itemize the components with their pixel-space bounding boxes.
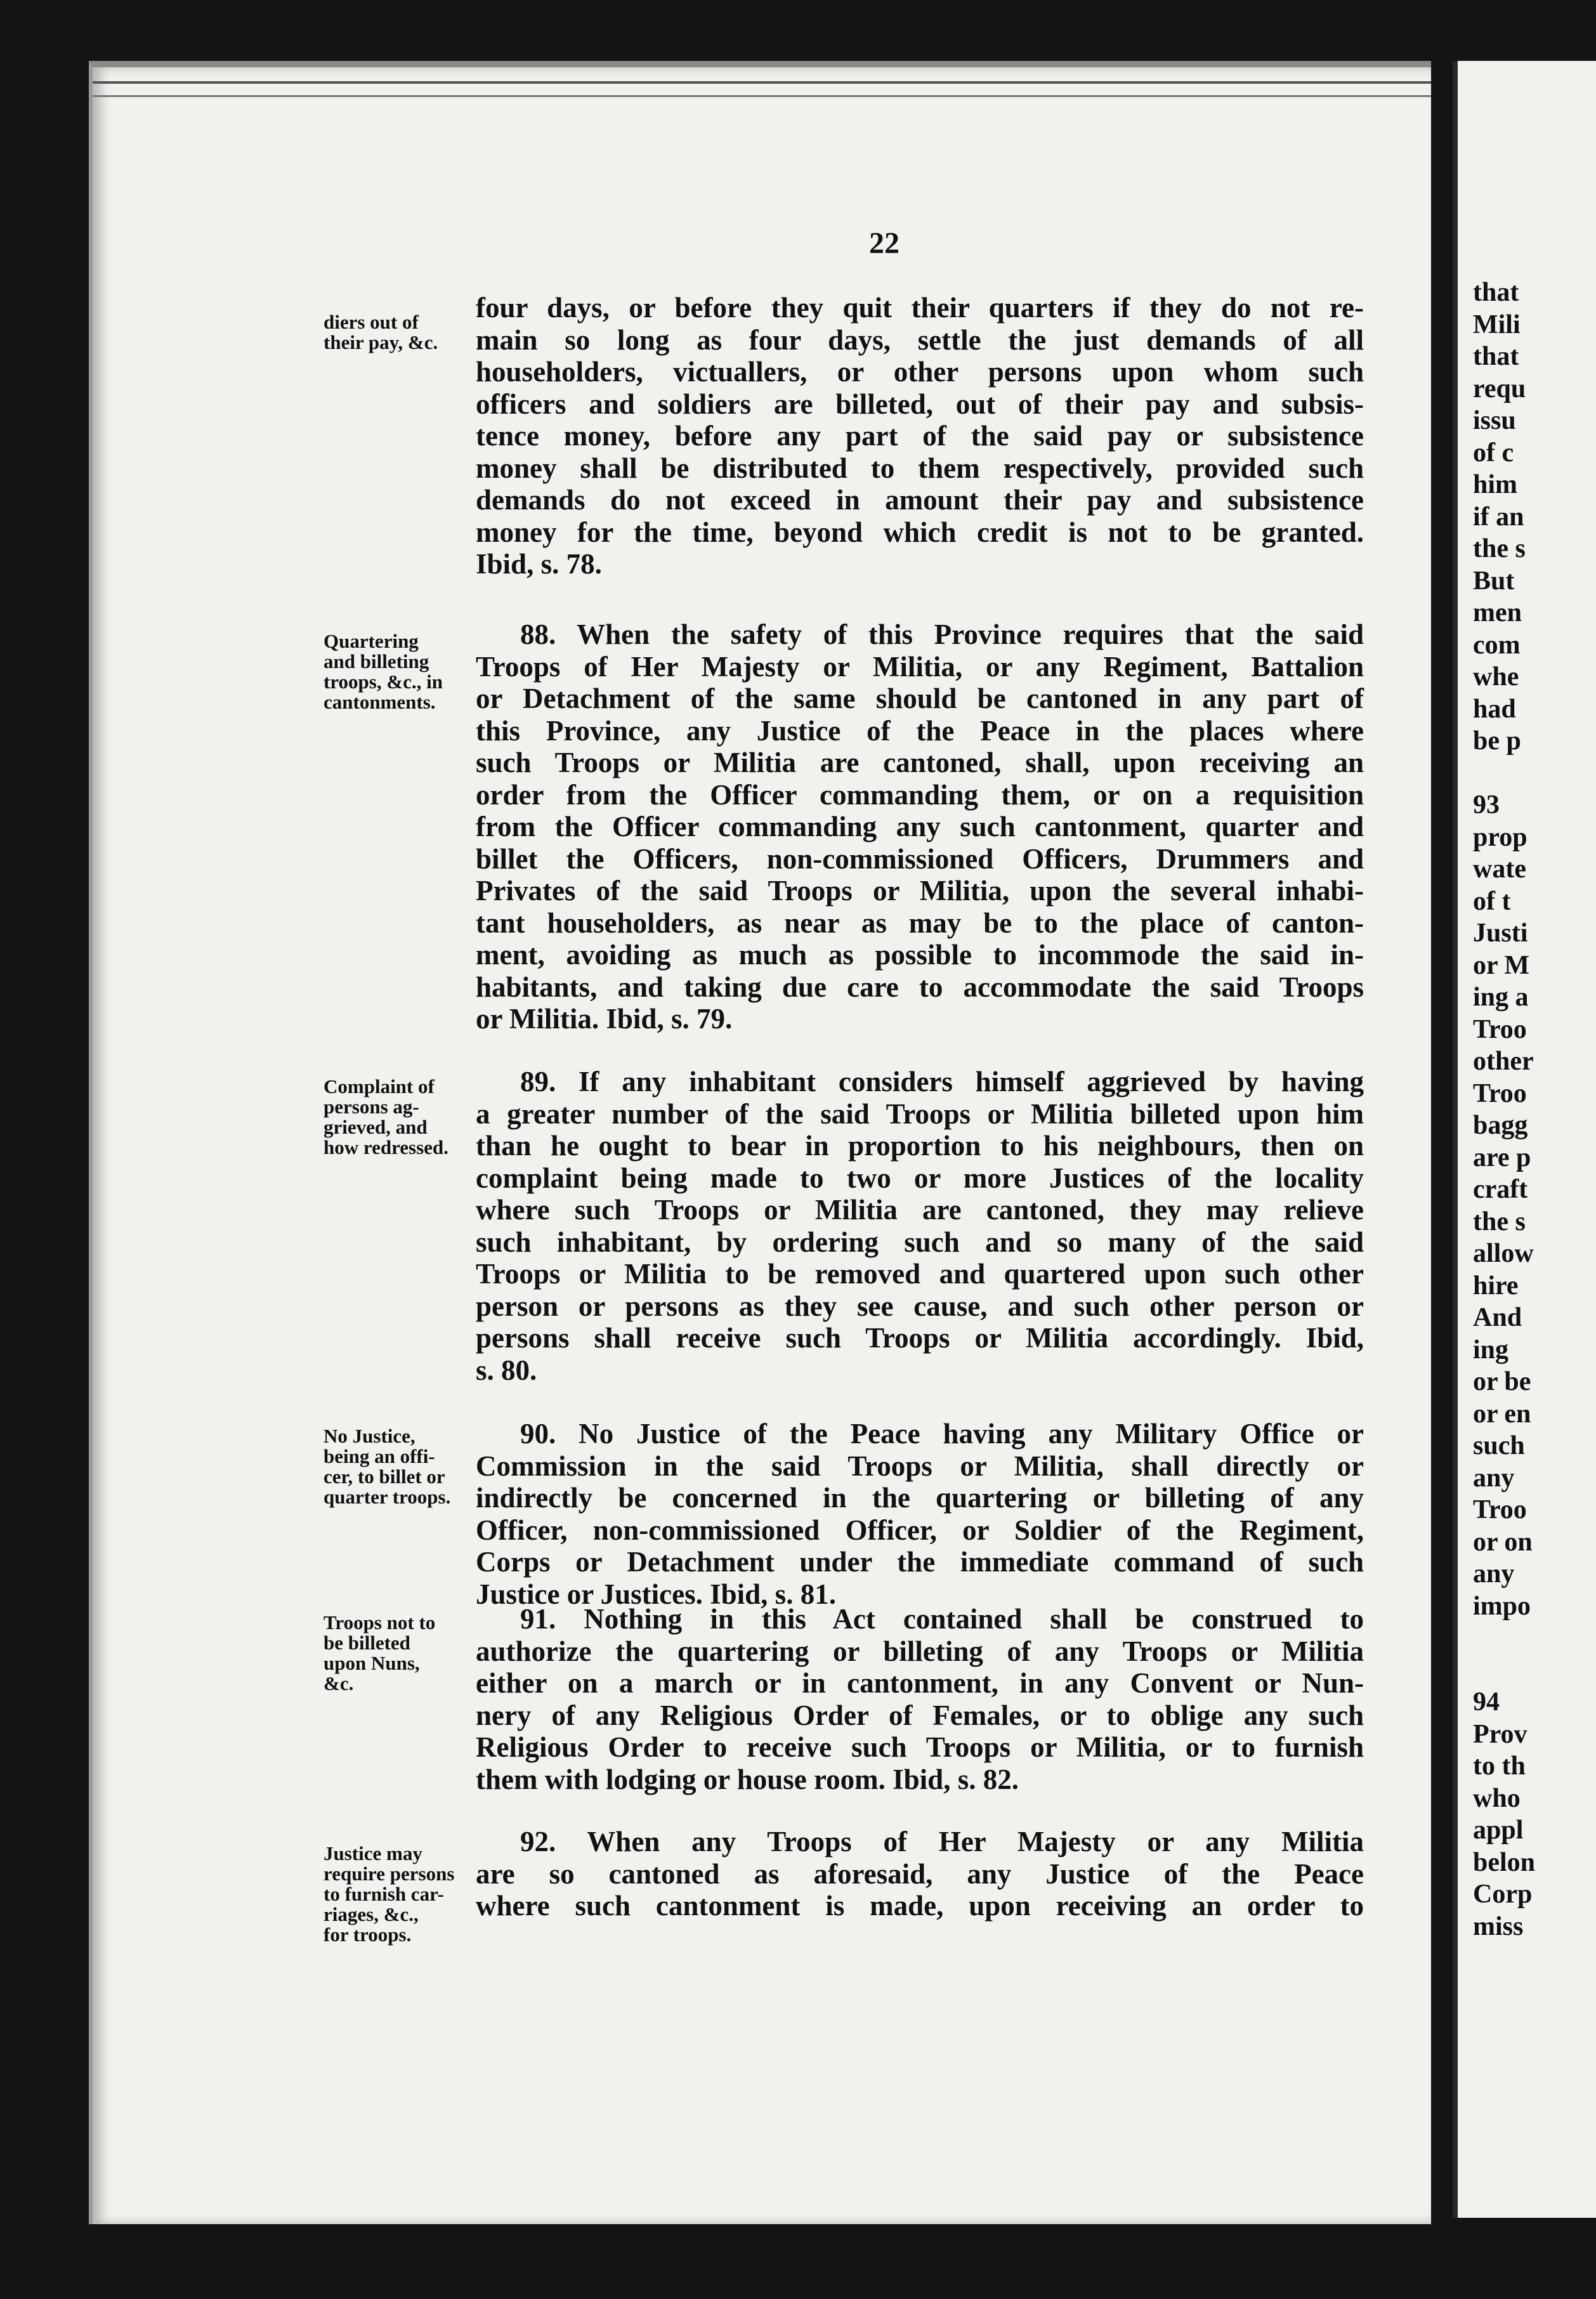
text-line: 89. If any inhabitant considers himself aggrieved by having xyxy=(520,1066,1364,1097)
adjacent-page-fragment: to th xyxy=(1473,1752,1526,1781)
text-line: Corps or Detachment under the immediate command of such xyxy=(476,1546,1364,1578)
text-line: are so cantoned as aforesaid, any Justice of the Peace xyxy=(476,1857,1364,1890)
adjacent-page-fragment: had xyxy=(1473,694,1516,724)
margin-note-line: Troops not to xyxy=(324,1611,436,1634)
adjacent-page-fragment: be p xyxy=(1473,726,1521,756)
adjacent-page-fragment: ing xyxy=(1473,1335,1509,1365)
text-line: tant householders, as near as may be to the place of canton- xyxy=(476,907,1364,939)
text-line: either on a march or in cantonment, in any Convent or Nun- xyxy=(476,1667,1364,1699)
text-line: householders, victuallers, or other persons upon whom such xyxy=(476,356,1364,388)
adjacent-page-fragment: or M xyxy=(1473,950,1530,980)
text-line: indirectly be concerned in the quartering or billeting of any xyxy=(476,1482,1364,1514)
section-91 xyxy=(476,1603,1364,1795)
section-88 xyxy=(476,619,1364,1035)
text-line: order from the Officer commanding them, or on a requisition xyxy=(476,778,1364,811)
adjacent-page-fragment: 93 xyxy=(1473,790,1500,820)
text-line: four days, or before they quit their quarters if they do not re- xyxy=(476,292,1364,324)
adjacent-page-text xyxy=(1473,277,1596,1942)
text-line: authorize the quartering or billeting of any Troops or Militia xyxy=(476,1635,1364,1667)
adjacent-page-fragment: Troo xyxy=(1473,1078,1527,1108)
adjacent-page-fragment: Corp xyxy=(1473,1880,1533,1909)
margin-note-line: require persons xyxy=(324,1863,455,1885)
section-92 xyxy=(476,1826,1364,1922)
text-line: Religious Order to receive such Troops or Militia, or to furnish xyxy=(476,1731,1364,1763)
text-line: person or persons as they see cause, and such other person or xyxy=(476,1290,1364,1322)
margin-note-line: be billeted xyxy=(324,1632,410,1654)
margin-note-line: Quartering xyxy=(324,630,419,652)
adjacent-page-fragment: issu xyxy=(1473,406,1516,435)
adjacent-page-fragment: the s xyxy=(1473,534,1526,563)
adjacent-page-fragment: who xyxy=(1473,1783,1521,1813)
adjacent-page-fragment: belon xyxy=(1473,1847,1536,1877)
adjacent-page-fragment: Troo xyxy=(1473,1014,1527,1044)
adjacent-page-fragment: appl xyxy=(1473,1816,1524,1845)
text-line: or Detachment of the same should be cantoned in any part of xyxy=(476,683,1364,714)
margin-note-line: their pay, &c. xyxy=(324,331,438,353)
text-line: complaint being made to two or more Justices of the locality xyxy=(476,1162,1364,1194)
text-line: s. 80. xyxy=(476,1354,537,1386)
section-90 xyxy=(476,1418,1364,1610)
adjacent-page-fragment: hire xyxy=(1473,1271,1519,1300)
margin-note-line: how redressed. xyxy=(324,1136,448,1158)
adjacent-page-fragment: ing a xyxy=(1473,983,1529,1012)
adjacent-page-fragment: 94 xyxy=(1473,1687,1500,1717)
text-line: nery of any Religious Order of Females, or to oblige any such xyxy=(476,1699,1364,1731)
adjacent-page-fragment: if an xyxy=(1473,502,1524,532)
margin-note-line: being an offi- xyxy=(324,1445,435,1467)
text-line: ment, avoiding as much as possible to incommode the said in- xyxy=(476,939,1364,971)
text-line: 91. Nothing in this Act contained shall be construed to xyxy=(520,1603,1364,1635)
top-rule xyxy=(93,81,1431,84)
margin-note-complaint xyxy=(324,1077,495,1158)
margin-note-line: troops, &c., in xyxy=(324,671,443,693)
adjacent-page-fragment xyxy=(1473,1654,1596,1687)
text-line: where such cantonment is made, upon receiving an order to xyxy=(476,1890,1364,1922)
text-line: such inhabitant, by ordering such and so many of the said xyxy=(476,1226,1364,1258)
margin-note-line: grieved, and xyxy=(324,1116,428,1138)
text-line: persons shall receive such Troops or Militia accordingly. Ibid, xyxy=(476,1322,1364,1354)
adjacent-page-fragment: of t xyxy=(1473,886,1511,916)
text-line: Officer, non-commissioned Officer, or Soldier of the Regiment, xyxy=(476,1514,1364,1546)
text-line: or Militia. Ibid, s. 79. xyxy=(476,1003,733,1035)
margin-note-line: persons ag- xyxy=(324,1096,419,1118)
text-line: 88. When the safety of this Province requires that the said xyxy=(520,619,1364,650)
adjacent-page-fragment: Mili xyxy=(1473,310,1521,339)
adjacent-page-fragment: of c xyxy=(1473,438,1514,468)
text-line: from the Officer commanding any such cantonment, quarter and xyxy=(476,811,1364,842)
margin-note-line: quarter troops. xyxy=(324,1486,451,1508)
adjacent-page-fragment xyxy=(1473,757,1596,790)
text-line: Ibid, s. 78. xyxy=(476,548,602,580)
adjacent-page-fragment: whe xyxy=(1473,662,1519,691)
margin-note-quartering xyxy=(324,631,495,712)
text-line: 92. When any Troops of Her Majesty or any Militia xyxy=(520,1826,1364,1857)
text-line: than he ought to bear in proportion to his neighbours, then on xyxy=(476,1130,1364,1162)
text-line: officers and soldiers are billeted, out of their pay and subsis- xyxy=(476,388,1364,420)
adjacent-page-fragment xyxy=(1473,1622,1596,1654)
adjacent-page-fragment: But xyxy=(1473,566,1515,596)
adjacent-page-fragment: any xyxy=(1473,1463,1515,1493)
adjacent-page-fragment: com xyxy=(1473,630,1521,660)
margin-note-line: diers out of xyxy=(324,311,419,333)
margin-note-no-justice xyxy=(324,1426,495,1507)
margin-note-line: Justice may xyxy=(324,1842,422,1864)
text-line: Troops of Her Majesty or Militia, or any Regiment, Battalion xyxy=(476,650,1364,683)
margin-note-carriages xyxy=(324,1844,495,1945)
adjacent-page-fragment: wate xyxy=(1473,855,1526,884)
adjacent-page-fragment: miss xyxy=(1473,1911,1524,1941)
text-line: money for the time, beyond which credit is not to be granted. xyxy=(476,516,1364,548)
paragraph-continuation xyxy=(476,292,1364,580)
adjacent-page-fragment: Justi xyxy=(1473,919,1528,948)
adjacent-page-fragment: allow xyxy=(1473,1239,1534,1268)
adjacent-page-fragment: prop xyxy=(1473,822,1527,852)
margin-note-pay xyxy=(324,312,495,353)
margin-note-line: &c. xyxy=(324,1672,354,1694)
text-line: where such Troops or Militia are cantoned, they may relieve xyxy=(476,1194,1364,1226)
margin-note-line: upon Nuns, xyxy=(324,1652,420,1674)
margin-note-line: to furnish car- xyxy=(324,1883,444,1905)
text-line: tence money, before any part of the said pay or subsistence xyxy=(476,420,1364,452)
adjacent-page-fragment: men xyxy=(1473,598,1522,627)
margin-note-line: Complaint of xyxy=(324,1075,435,1097)
text-line: billet the Officers, non-commissioned Officers, Drummers and xyxy=(476,842,1364,875)
text-line: habitants, and taking due care to accommodate the said Troops xyxy=(476,971,1364,1003)
adjacent-page-fragment: Prov xyxy=(1473,1719,1527,1749)
margin-note-line: for troops. xyxy=(324,1923,412,1946)
adjacent-page-fragment: other xyxy=(1473,1047,1534,1076)
text-line: Commission in the said Troops or Militia, shall directly or xyxy=(476,1450,1364,1482)
text-line: 90. No Justice of the Peace having any Military Office or xyxy=(520,1418,1364,1450)
adjacent-page-fragment: that xyxy=(1473,278,1519,307)
adjacent-page-fragment: requ xyxy=(1473,374,1526,403)
section-89 xyxy=(476,1066,1364,1386)
top-rule-secondary xyxy=(93,95,1431,97)
margin-note-nuns xyxy=(324,1613,495,1694)
adjacent-page-fragment: craft xyxy=(1473,1175,1528,1204)
adjacent-page-fragment: bagg xyxy=(1473,1111,1528,1140)
adjacent-page-fragment: the s xyxy=(1473,1207,1526,1236)
adjacent-page-fragment: impo xyxy=(1473,1591,1531,1621)
adjacent-page-edge xyxy=(1453,61,1596,2218)
adjacent-page-fragment: such xyxy=(1473,1431,1525,1460)
text-line: Justice or Justices. Ibid, s. 81. xyxy=(476,1578,836,1610)
adjacent-page-fragment: any xyxy=(1473,1559,1515,1588)
text-line: Privates of the said Troops or Militia, upon the several inhabi- xyxy=(476,875,1364,907)
adjacent-page-fragment: that xyxy=(1473,342,1519,371)
margin-note-line: No Justice, xyxy=(324,1425,415,1447)
margin-note-line: cantonments. xyxy=(324,691,436,713)
adjacent-page-fragment: Troo xyxy=(1473,1495,1527,1524)
margin-note-line: riages, &c., xyxy=(324,1903,419,1925)
text-line: demands do not exceed in amount their pay and subsistence xyxy=(476,484,1364,516)
text-line: Troops or Militia to be removed and quartered upon such other xyxy=(476,1258,1364,1290)
text-line: main so long as four days, settle the just demands of all xyxy=(476,324,1364,356)
text-line: such Troops or Militia are cantoned, shall, upon receiving an xyxy=(476,747,1364,778)
adjacent-page-fragment: And xyxy=(1473,1303,1522,1332)
margin-note-line: cer, to billet or xyxy=(324,1465,445,1488)
page-number: 22 xyxy=(869,226,899,260)
margin-note-line: and billeting xyxy=(324,650,429,672)
text-line: them with lodging or house room. Ibid, s. 82. xyxy=(476,1763,1019,1795)
adjacent-page-fragment: or en xyxy=(1473,1399,1531,1429)
text-line: this Province, any Justice of the Peace in the places where xyxy=(476,714,1364,747)
text-line: a greater number of the said Troops or Militia billeted upon him xyxy=(476,1097,1364,1130)
adjacent-page-fragment: are p xyxy=(1473,1143,1531,1172)
adjacent-page-fragment: or be xyxy=(1473,1367,1531,1396)
adjacent-page-fragment: or on xyxy=(1473,1527,1533,1557)
text-line: money shall be distributed to them respectively, provided such xyxy=(476,452,1364,484)
adjacent-page-fragment: him xyxy=(1473,470,1518,499)
